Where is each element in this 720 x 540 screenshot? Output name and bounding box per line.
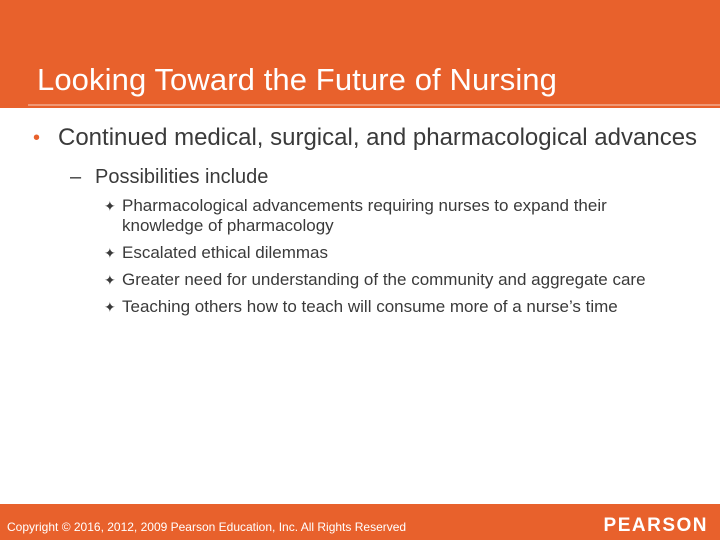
star-bullet-icon: ✦ <box>104 245 116 261</box>
bullet-level1 <box>33 124 698 152</box>
sub-bullet-list <box>0 196 720 317</box>
sub-bullet-item <box>104 297 692 317</box>
title-divider <box>28 104 720 106</box>
star-bullet-icon: ✦ <box>104 198 116 214</box>
bullet-level2-text: Possibilities include <box>95 166 269 188</box>
sub-bullet-item <box>104 270 692 290</box>
bullet-dot-icon: • <box>33 127 41 149</box>
star-bullet-icon: ✦ <box>104 272 116 288</box>
slide-title: Looking Toward the Future of Nursing <box>37 62 557 97</box>
bullet-dash-icon: – <box>70 166 82 188</box>
sub-bullet-item <box>104 243 692 263</box>
sub-bullet-text: Pharmacological advancements requiring nurses to expand their knowledge of pharmacology <box>122 196 607 235</box>
bullet-level1-text: Continued medical, surgical, and pharmacological advances <box>58 124 698 151</box>
sub-bullet-text: Teaching others how to teach will consume more of a nurse’s time <box>122 297 618 316</box>
sub-bullet-item <box>104 196 692 236</box>
copyright-text: Copyright © 2016, 2012, 2009 Pearson Education, Inc. All Rights Reserved <box>7 520 407 534</box>
sub-bullet-text: Greater need for understanding of the community and aggregate care <box>122 270 646 289</box>
title-bar <box>0 0 720 108</box>
sub-bullet-text: Escalated ethical dilemmas <box>122 243 328 262</box>
pearson-logo: PEARSON <box>603 515 708 536</box>
slide-content <box>0 124 720 324</box>
bullet-level2 <box>70 165 720 189</box>
footer-bar <box>0 504 720 540</box>
star-bullet-icon: ✦ <box>104 299 116 315</box>
